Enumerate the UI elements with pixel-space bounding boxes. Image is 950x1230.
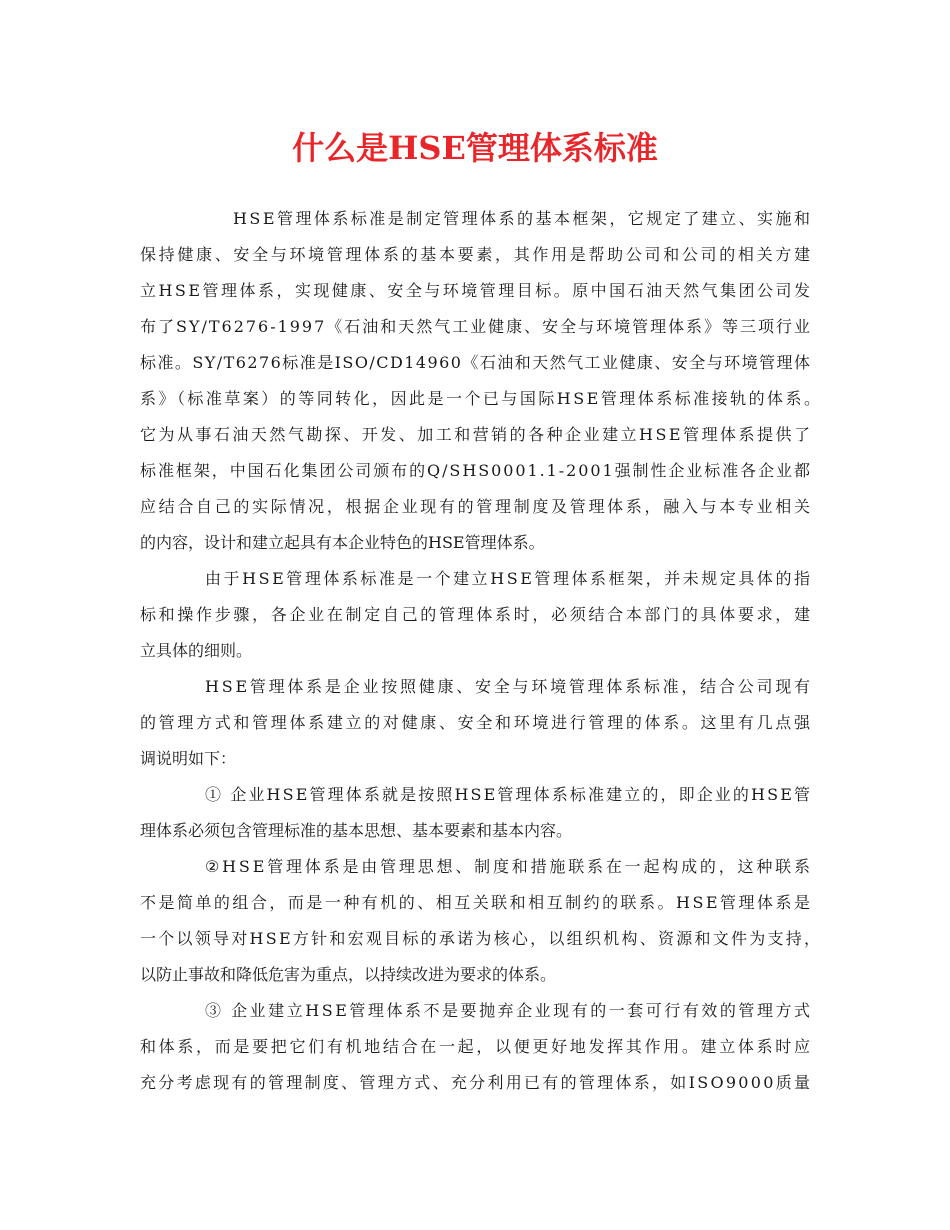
- text-line: 理体系必须包含管理标准的基本思想、基本要素和基本内容。: [140, 821, 573, 840]
- text-line: 充分考虑现有的管理制度、管理方式、充分利用已有的管理体系，如ISO9000质量: [140, 1073, 813, 1092]
- text-line: 不是简单的组合，而是一种有机的、相互关联和相互制约的联系。HSE管理体系是: [140, 893, 813, 912]
- text-line: 保持健康、安全与环境管理体系的基本要素，其作用是帮助公司和公司的相关方建: [140, 245, 813, 264]
- text-line: ① 企业HSE管理体系就是按照HSE管理体系标准建立的，即企业的HSE管: [205, 785, 813, 804]
- text-line: 立HSE管理体系，实现健康、安全与环境管理目标。原中国石油天然气集团公司发: [140, 281, 813, 300]
- text-line: 应结合自己的实际情况，根据企业现有的管理制度及管理体系，融入与本专业相关: [140, 497, 813, 516]
- text-line: 标准框架，中国石化集团公司颁布的Q/SHS0001.1-2001强制性企业标准各企业都: [140, 461, 812, 480]
- text-line: 调说明如下：: [140, 749, 237, 768]
- text-line: ③ 企业建立HSE管理体系不是要抛弃企业现有的一套可行有效的管理方式: [205, 1001, 813, 1020]
- text-line: HSE管理体系标准是制定管理体系的基本框架，它规定了建立、实施和: [233, 209, 813, 228]
- text-line: 的内容，设计和建立起具有本企业特色的HSE管理体系。: [140, 533, 545, 552]
- text-line: 标和操作步骤，各企业在制定自己的管理体系时，必须结合本部门的具体要求，建: [140, 605, 813, 624]
- text-line: 由于HSE管理体系标准是一个建立HSE管理体系框架，并未规定具体的指: [205, 569, 813, 588]
- text-line: 系》（标准草案）的等同转化，因此是一个已与国际HSE管理体系标准接轨的体系。: [140, 389, 823, 408]
- document-title: 什么是HSE管理体系标准: [292, 129, 658, 167]
- text-line: 立具体的细则。: [140, 641, 253, 660]
- text-line: ②HSE管理体系是由管理思想、制度和措施联系在一起构成的，这种联系: [205, 857, 813, 876]
- text-line: 和体系，而是要把它们有机地结合在一起，以便更好地发挥其作用。建立体系时应: [140, 1037, 813, 1056]
- text-line: 一个以领导对HSE方针和宏观目标的承诺为核心，以组织机构、资源和文件为支持，: [140, 929, 823, 948]
- text-line: 它为从事石油天然气勘探、开发、加工和营销的各种企业建立HSE管理体系提供了: [140, 425, 813, 444]
- text-line: 标准。SY/T6276标准是ISO/CD14960《石油和天然气工业健康、安全与环境管理体: [140, 353, 812, 372]
- text-line: 的管理方式和管理体系建立的对健康、安全和环境进行管理的体系。这里有几点强: [140, 713, 813, 732]
- text-line: 布了SY/T6276-1997《石油和天然气工业健康、安全与环境管理体系》等三项行业: [140, 317, 812, 336]
- text-line: HSE管理体系是企业按照健康、安全与环境管理体系标准，结合公司现有: [205, 677, 813, 696]
- text-line: 以防止事故和降低危害为重点，以持续改进为要求的体系。: [140, 965, 557, 984]
